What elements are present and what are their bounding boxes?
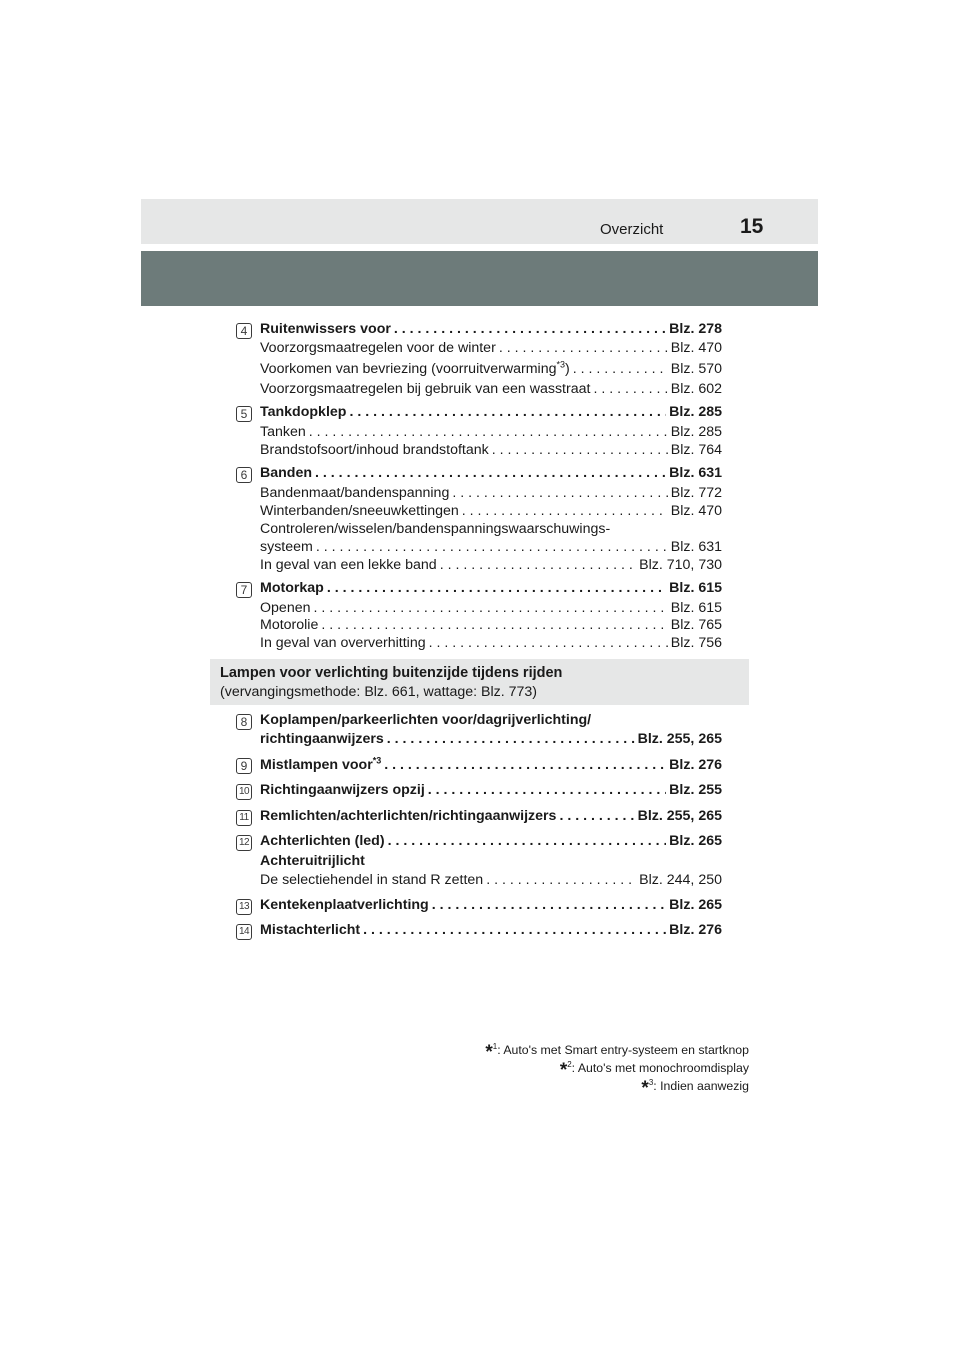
footnote-marker: *3 <box>556 359 566 370</box>
callout-number: 10 <box>236 784 252 800</box>
index-subentry <box>260 485 722 504</box>
entry-label: Tankdopklep <box>260 404 347 420</box>
entry-label: Achterlichten (led) <box>260 833 385 849</box>
entry-label: Voorkomen van bevriezing (voorruitverwarming <box>260 361 557 377</box>
index-subentry <box>260 617 722 636</box>
entry-label: Controleren/wisselen/bandenspanningswaarschuwings- <box>260 521 611 537</box>
index-entry <box>260 782 722 801</box>
entry-label: Voorzorgsmaatregelen bij gebruik van een wasstraat <box>260 381 591 397</box>
entry-label: Mistachterlicht <box>260 922 361 938</box>
index-entry <box>260 465 722 484</box>
page-reference: Blz. 615 <box>669 580 722 596</box>
index-entry <box>260 321 722 340</box>
index-subentry <box>260 557 722 576</box>
entry-label: Tanken <box>260 424 306 440</box>
page-reference: Blz. 285 <box>670 424 722 440</box>
page-reference: Blz. 470 <box>670 340 722 356</box>
entry-label: Voorzorgsmaatregelen voor de winter <box>260 340 496 356</box>
index-subentry <box>260 635 722 654</box>
page-reference: Blz. 470 <box>670 503 722 519</box>
page-reference: Blz. 244, 250 <box>639 872 722 888</box>
index-subentry <box>260 503 722 522</box>
entry-label: In geval van een lekke band <box>260 557 437 573</box>
callout-number: 7 <box>236 582 252 598</box>
entry-label: systeem <box>260 539 313 555</box>
entry-label: Openen <box>260 600 311 616</box>
page-reference: Blz. 265 <box>669 833 722 849</box>
callout-number: 13 <box>236 899 252 915</box>
entry-label: Brandstofsoort/inhoud brandstoftank <box>260 442 489 458</box>
index-entry <box>260 731 722 750</box>
index-subentry <box>260 424 722 443</box>
page-reference: Blz. 255, 265 <box>637 808 722 824</box>
lamp-section-title: Lampen voor verlichting buitenzijde tijdens rijden <box>220 665 563 681</box>
footnote: *$^3$: Indien aanwezig <box>641 1077 749 1099</box>
footnote-star: * <box>641 1078 649 1099</box>
footnote: *$^1$: Auto's met Smart entry-systeem en startknop <box>485 1041 749 1063</box>
page-reference: Blz. 710, 730 <box>639 557 722 573</box>
header-band <box>141 251 818 306</box>
index-entry <box>260 757 722 776</box>
page-reference: Blz. 276 <box>669 757 722 773</box>
callout-number: 6 <box>236 467 252 483</box>
index-entry <box>260 404 722 423</box>
entry-label: Kentekenplaatverlichting <box>260 897 429 913</box>
page-reference: Blz. 255, 265 <box>637 731 722 747</box>
entry-label: Winterbanden/sneeuwkettingen <box>260 503 459 519</box>
entry-label: De selectiehendel in stand R zetten <box>260 872 484 888</box>
page-reference: Blz. 631 <box>670 539 722 555</box>
index-entry <box>260 833 722 852</box>
index-subentry: Voorkomen van bevriezing (voorruitverwarming$^{*3}$) . . . Blz. 570 <box>260 361 722 380</box>
index-entry <box>260 808 722 827</box>
page-reference: Blz. 764 <box>670 442 722 458</box>
header-bar <box>141 199 818 244</box>
entry-label: Mistlampen voor <box>260 757 373 773</box>
page-reference: Blz. 615 <box>670 600 722 616</box>
page-reference: Blz. 765 <box>670 617 722 633</box>
callout-number: 8 <box>236 714 252 730</box>
lamp-section-subtitle: (vervangingsmethode: Blz. 661, wattage: Blz. 773) <box>220 684 538 700</box>
page-reference: Blz. 255 <box>669 782 722 798</box>
index-entry <box>260 897 722 916</box>
index-subentry <box>260 442 722 461</box>
entry-label: Motorkap <box>260 580 324 596</box>
entry-label: Remlichten/achterlichten/richtingaanwijzers <box>260 808 557 824</box>
page-reference: Blz. 278 <box>669 321 722 337</box>
callout-number: 11 <box>236 810 252 826</box>
page-number: 15 <box>740 215 764 238</box>
footnote-star: * <box>485 1042 493 1063</box>
section-title: Overzicht <box>600 221 664 238</box>
page-reference: Blz. 265 <box>669 897 722 913</box>
index-subentry <box>260 340 722 359</box>
entry-label: Banden <box>260 465 313 481</box>
entry-label: Koplampen/parkeerlichten voor/dagrijverlichting/ <box>260 712 592 728</box>
entry-label: richtingaanwijzers <box>260 731 384 747</box>
callout-number: 9 <box>236 758 252 774</box>
entry-label: Richtingaanwijzers opzij <box>260 782 425 798</box>
index-subentry <box>260 381 722 400</box>
entry-label: Ruitenwissers voor <box>260 321 391 337</box>
footnote-marker: *3 <box>372 755 382 766</box>
page-reference: Blz. 772 <box>670 485 722 501</box>
index-entry <box>260 922 722 941</box>
entry-label: In geval van oververhitting <box>260 635 426 651</box>
entry-label: Motorolie <box>260 617 319 633</box>
page-reference: Blz. 756 <box>670 635 722 651</box>
index-subentry <box>260 539 722 558</box>
callout-number: 4 <box>236 323 252 339</box>
footnote: *$^2$: Auto's met monochroomdisplay <box>559 1059 749 1081</box>
entry-label: Bandenmaat/bandenspanning <box>260 485 450 501</box>
callout-number: 5 <box>236 406 252 422</box>
page-reference: Blz. 285 <box>669 404 722 420</box>
entry-label: Achteruitrijlicht <box>260 853 365 869</box>
callout-number: 12 <box>236 835 252 851</box>
footnote-star: * <box>559 1060 568 1081</box>
page-reference: Blz. 570 <box>670 361 722 377</box>
callout-number: 14 <box>236 924 252 940</box>
page-reference: Blz. 631 <box>669 465 722 481</box>
index-subentry <box>260 872 722 891</box>
index-entry <box>260 580 722 599</box>
page-reference: Blz. 276 <box>669 922 722 938</box>
page-reference: Blz. 602 <box>670 381 722 397</box>
